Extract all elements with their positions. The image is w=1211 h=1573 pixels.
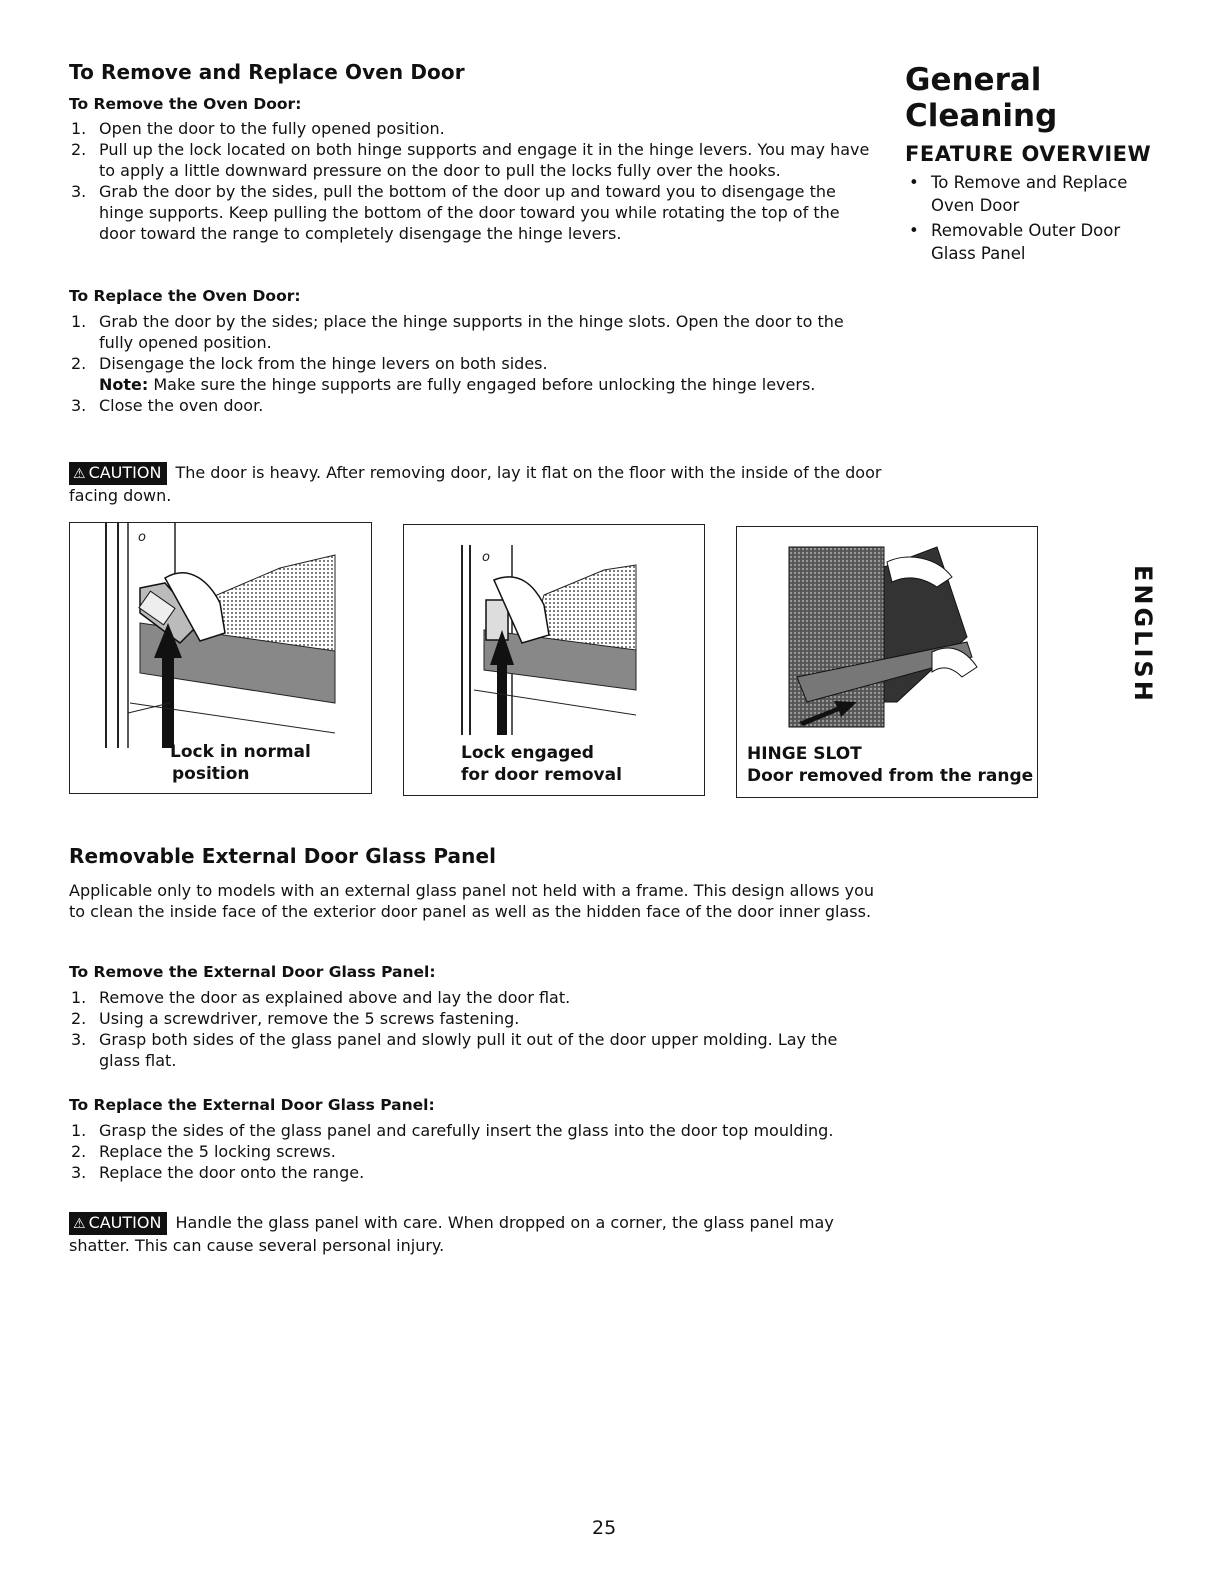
glass-panel-intro: Applicable only to models with an external glass panel not held with a frame. This design allows you to clean the inside face of the exterior door panel as well as the hidden face of the door inner glass. [69, 881, 875, 921]
note-text: Make sure the hinge supports are fully engaged before unlocking the hinge levers. [153, 375, 816, 394]
warning-triangle-icon: ⚠ [73, 466, 86, 482]
list-item: 3. Grasp both sides of the glass panel and slowly pull it out of the door upper molding. Lay the glass flat. [71, 1030, 838, 1070]
note-label: Note: [99, 375, 149, 394]
feature-overview-list [905, 171, 1150, 267]
figure-caption: Lock in normal position [170, 742, 311, 784]
section-title-glass-panel: Removable External Door Glass Panel [69, 844, 497, 868]
caution-badge: ⚠ CAUTION [69, 1212, 167, 1235]
figure-door-removed [736, 526, 1038, 798]
list-item: 3. Close the oven door. [71, 396, 264, 415]
list-item: 2. Disengage the lock from the hinge levers on both sides. Note: Make sure the hinge supports are fully engaged before unlocking the hinge levers. [71, 354, 816, 394]
list-item: 3. Replace the door onto the range. [71, 1163, 365, 1182]
language-tab: ENGLISH [1129, 565, 1157, 704]
list-item: 2. Pull up the lock located on both hinge supports and engage it in the hinge levers. You may have to apply a little downward pressure on the door to pull the locks fully over the hooks. [71, 140, 870, 180]
caution-glass-panel: ⚠ CAUTION Handle the glass panel with care. When dropped on a corner, the glass panel may shatter. This can cause several personal injury. [69, 1213, 834, 1255]
heading-remove-glass-panel: To Remove the External Door Glass Panel: [69, 963, 436, 981]
figure-lock-normal [69, 522, 372, 794]
section-title-remove-replace-door: To Remove and Replace Oven Door [69, 60, 465, 84]
caution-badge: ⚠ CAUTION [69, 462, 167, 485]
svg-text:o: o [482, 550, 490, 565]
replace-door-steps [71, 311, 881, 416]
remove-glass-steps [71, 987, 871, 1071]
remove-door-steps [71, 118, 871, 244]
figure-lock-engaged [403, 524, 705, 796]
replace-glass-steps [71, 1120, 881, 1183]
figure-caption: HINGE SLOT Door removed from the range [747, 744, 1034, 786]
svg-text:o: o [138, 530, 146, 545]
list-item: 2. Using a screwdriver, remove the 5 screws fastening. [71, 1009, 520, 1028]
list-item: 2. Replace the 5 locking screws. [71, 1142, 336, 1161]
page-number: 25 [592, 1517, 617, 1539]
list-item: 1. Grasp the sides of the glass panel and carefully insert the glass into the door top moulding. [71, 1121, 834, 1140]
figure-caption: Lock engaged for door removal [461, 743, 622, 785]
list-item: 1. Grab the door by the sides; place the hinge supports in the hinge slots. Open the door to the fully opened position. [71, 312, 844, 352]
heading-remove-oven-door: To Remove the Oven Door: [69, 95, 302, 113]
sidebar-title: General Cleaning [905, 62, 1058, 134]
list-item: 1. Open the door to the fully opened position. [71, 119, 445, 138]
warning-triangle-icon: ⚠ [73, 1216, 86, 1232]
caution-door-heavy: ⚠ CAUTION The door is heavy. After removing door, lay it flat on the floor with the inside of the door facing down. [69, 463, 882, 505]
list-item: 1. Remove the door as explained above and lay the door flat. [71, 988, 571, 1007]
feature-overview-heading: FEATURE OVERVIEW [905, 142, 1152, 166]
list-item: 3. Grab the door by the sides, pull the bottom of the door up and toward you to disengage the hinge supports. Keep pulling the bottom of the door toward you while rotating the top of the door toward the range to completely disengage the hinge levers. [71, 182, 840, 243]
list-item: • Removable Outer Door Glass Panel [905, 219, 1150, 265]
heading-replace-glass-panel: To Replace the External Door Glass Panel: [69, 1096, 435, 1114]
list-item: • To Remove and Replace Oven Door [905, 171, 1150, 217]
heading-replace-oven-door: To Replace the Oven Door: [69, 287, 301, 305]
